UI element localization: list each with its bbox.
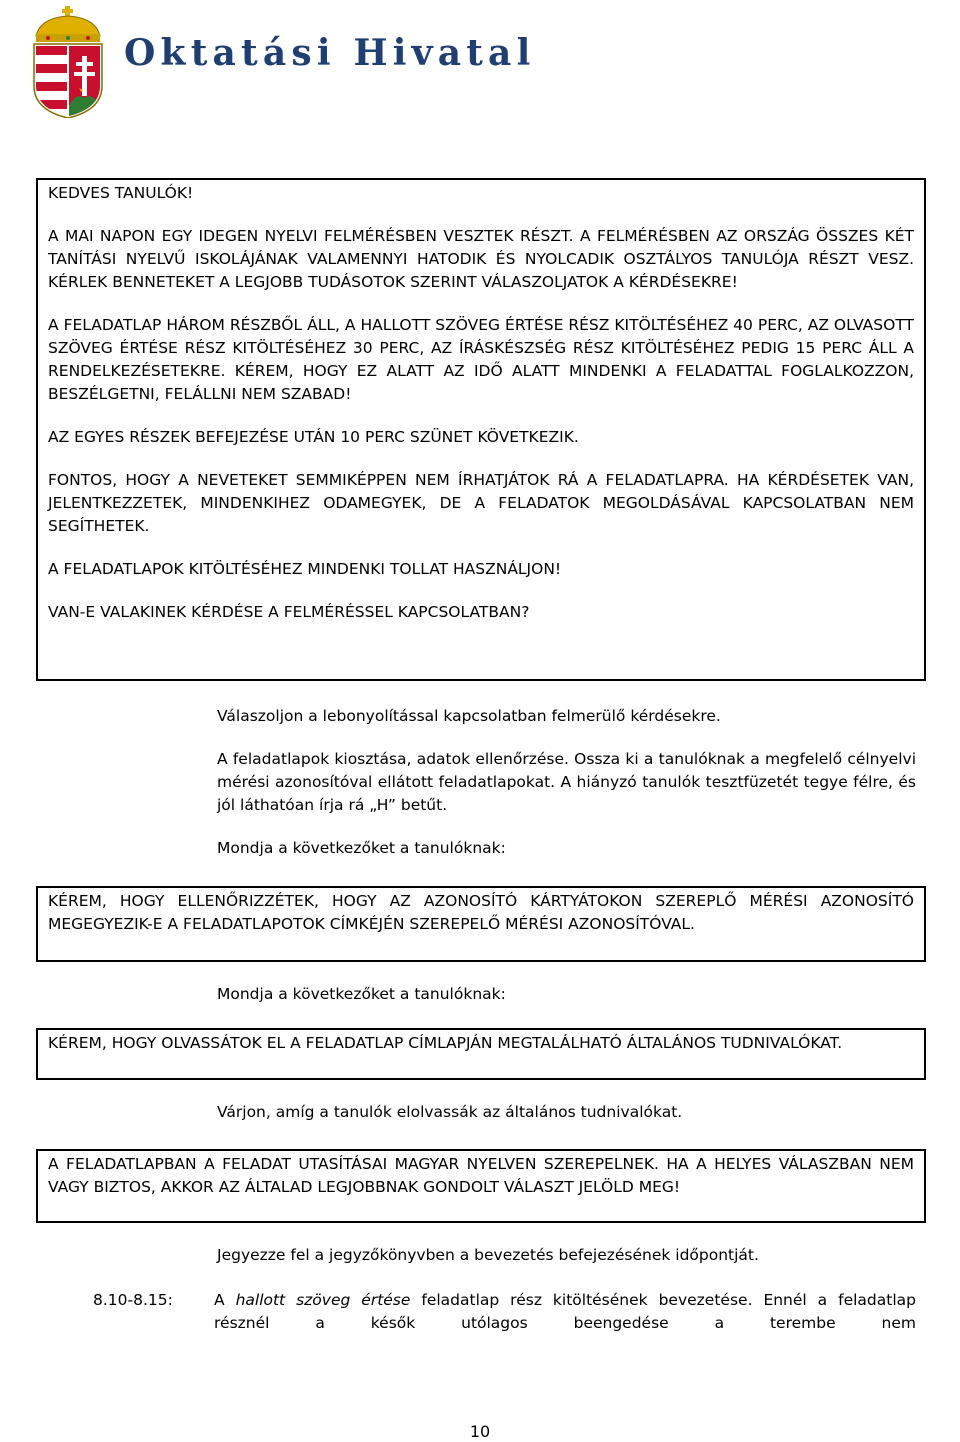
- break-paragraph: AZ EGYES RÉSZEK BEFEJEZÉSE UTÁN 10 PERC SZÜNET KÖVETKEZIK.: [48, 428, 579, 446]
- page-header: [28, 6, 928, 118]
- instruction-text: Jegyezze fel a jegyzőkönyvben a bevezetés befejezésének időpontját.: [217, 1246, 759, 1264]
- instructions-block-1: [217, 705, 916, 860]
- instruction-text: Válaszoljon a lebonyolítással kapcsolatban felmerülő kérdésekre.: [217, 707, 721, 725]
- instructions-block-2: [217, 983, 916, 1006]
- read-notice-box: [36, 1028, 926, 1080]
- instruction-text: Várjon, amíg a tanulók elolvassák az általános tudnivalókat.: [217, 1103, 683, 1121]
- instructions-block-3: [217, 1101, 916, 1124]
- read-notice-text: KÉREM, HOGY OLVASSÁTOK EL A FELADATLAP CÍMLAPJÁN MEGTALÁLHATÓ ÁLTALÁNOS TUDNIVALÓKAT.: [48, 1034, 843, 1052]
- intro-paragraph: A MAI NAPON EGY IDEGEN NYELVI FELMÉRÉSBEN VESZTEK RÉSZT. A FELMÉRÉSBEN AZ ORSZÁG ÖSSZES KÉT TANÍTÁSI NYELVŰ ISKOLÁJÁNAK VALAMENNYI HATODIK ÉS NYOLCADIK OSZTÁLYOS TANULÓJA RÉSZT VESZ. KÉRLEK BENNETEKET A LEGJOBB TUDÁSOTOK SZERINT VÁLASZOLJATOK A KÉRDÉSEKRE!: [48, 227, 914, 291]
- instruction-text: Mondja a következőket a tanulóknak:: [217, 839, 506, 857]
- id-check-text: KÉREM, HOGY ELLENŐRIZZÉTEK, HOGY AZ AZONOSÍTÓ KÁRTYÁTOKON SZEREPLŐ MÉRÉSI AZONOSÍTÓ MEGEGYEZIK-E A FELADATLAPOTOK CÍMKÉJÉN SZEREPELŐ MÉRÉSI AZONOSÍTÓVAL.: [48, 892, 914, 933]
- instruction-text: Mondja a következőket a tanulóknak:: [217, 985, 506, 1003]
- answer-instructions-text: A FELADATLAPBAN A FELADAT UTASÍTÁSAI MAGYAR NYELVEN SZEREPELNEK. HA A HELYES VÁLASZBAN NEM VAGY BIZTOS, AKKOR AZ ÁLTALAD LEGJOBBNAK GONDOLT VÁLASZT JELÖLD MEG!: [48, 1155, 914, 1196]
- name-warning-paragraph: FONTOS, HOGY A NEVETEKET SEMMIKÉPPEN NEM ÍRHATJÁTOK RÁ A FELADATLAPRA. HA KÉRDÉSETEK VAN, JELENTKEZZETEK, MINDENKIHEZ ODAMEGYEK, DE A FELADATOK MEGOLDÁSÁVAL KAPCSOLATBAN NEM SEGÍTHETEK.: [48, 471, 914, 535]
- schedule-description: [214, 1289, 916, 1335]
- instructions-block-4: [217, 1244, 916, 1267]
- instruction-text: A feladatlapok kiosztása, adatok ellenőrzése. Ossza ki a tanulóknak a megfelelő célnyelvi mérési azonosítóval ellátott feladatlapokat. A hiányzó tanulók tesztfüzetét tegye félre, és jól láthatóan írja rá „H” betűt.: [217, 750, 916, 814]
- question-paragraph: VAN-E VALAKINEK KÉRDÉSE A FELMÉRÉSSEL KAPCSOLATBAN?: [48, 603, 530, 621]
- schedule-text-italic: hallott szöveg értése: [235, 1291, 411, 1309]
- organization-title: Oktatási Hivatal: [124, 32, 536, 74]
- timing-paragraph: A FELADATLAP HÁROM RÉSZBŐL ÁLL, A HALLOTT SZÖVEG ÉRTÉSE RÉSZ KITÖLTÉSÉHEZ 40 PERC, AZ OLVASOTT SZÖVEG ÉRTÉSE RÉSZ KITÖLTÉSÉHEZ 30 PERC, AZ ÍRÁSKÉSZSÉG RÉSZ KITÖLTÉSÉHEZ PEDIG 15 PERC ÁLL A RENDELKEZÉSETEKRE. KÉREM, HOGY EZ ALATT AZ IDŐ ALATT MINDENKI A FELADATTAL FOGLALKOZZON, BESZÉLGETNI, FELÁLLNI NEM SZABAD!: [48, 316, 914, 403]
- hungarian-coat-of-arms-icon: [28, 6, 108, 118]
- schedule-text-suffix: feladatlap rész kitöltésének bevezetése. Ennél a feladatlap résznél a késők utólagos beengedése a terembe nem: [214, 1291, 916, 1332]
- schedule-time: 8.10-8.15:: [93, 1291, 173, 1309]
- id-check-box: [36, 886, 926, 962]
- page-number: 10: [469, 1422, 491, 1441]
- pen-paragraph: A FELADATLAPOK KITÖLTÉSÉHEZ MINDENKI TOLLAT HASZNÁLJON!: [48, 560, 562, 578]
- schedule-text-prefix: A: [214, 1291, 236, 1309]
- intro-notice-box: [36, 178, 926, 681]
- answer-instructions-box: [36, 1149, 926, 1223]
- greeting: KEDVES TANULÓK!: [48, 184, 194, 202]
